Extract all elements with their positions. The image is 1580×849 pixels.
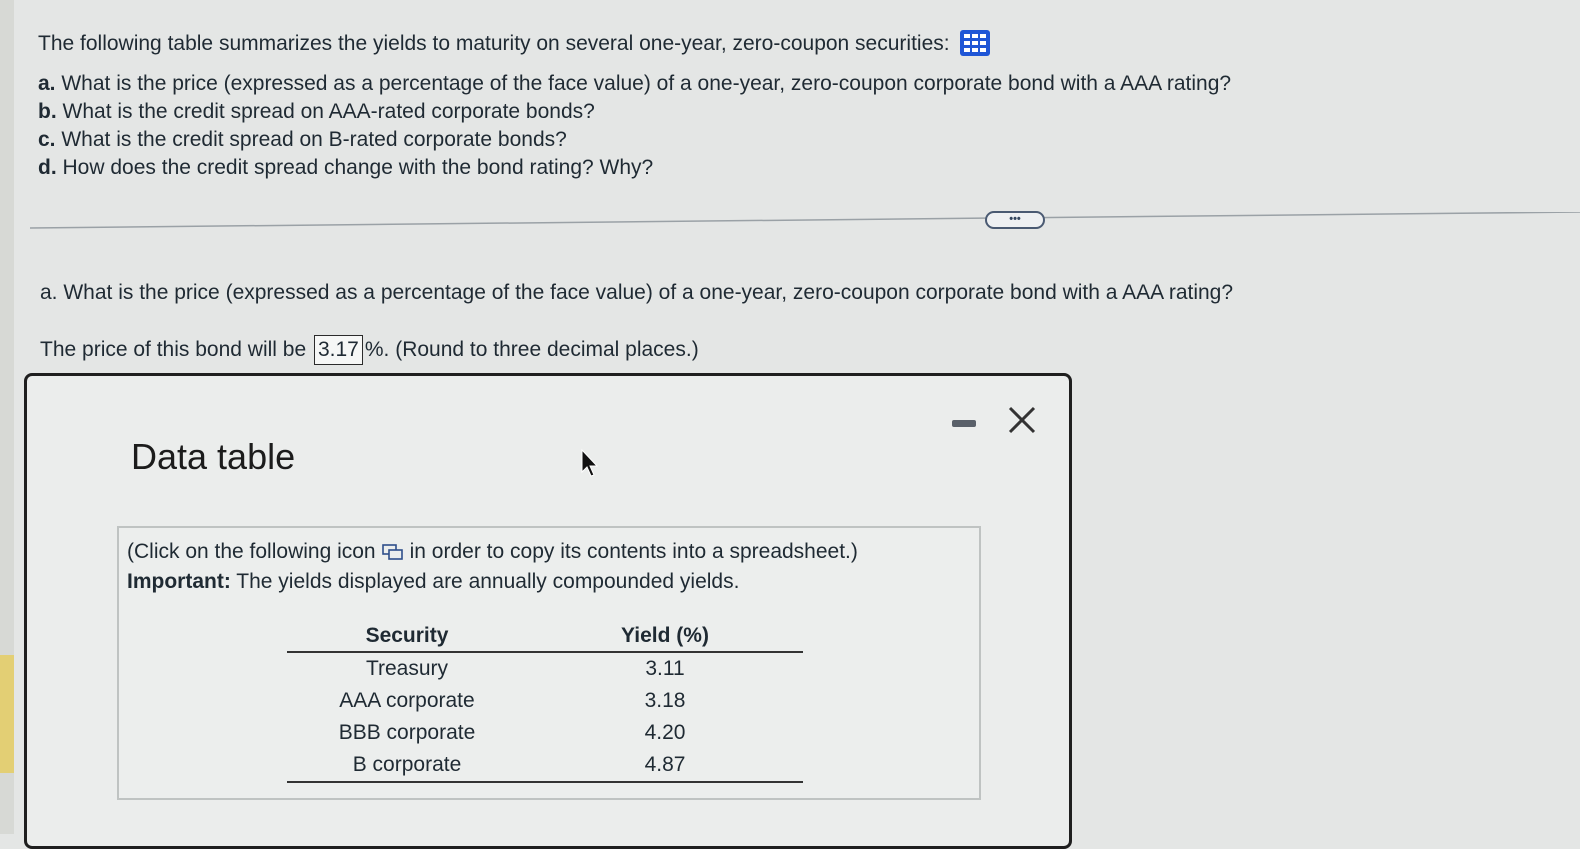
question-a: a. What is the price (expressed as a percentage of the face value) of a one-year, zero-coupon corporate bond with a AAA rating? (38, 72, 1232, 95)
question-b: b. What is the credit spread on AAA-rated corporate bonds? (38, 100, 595, 123)
security-cell: B corporate (287, 749, 527, 782)
question-list (38, 70, 1231, 182)
yield-cell: 3.18 (644, 689, 686, 712)
minimize-icon[interactable] (952, 420, 976, 427)
left-accent-bar (0, 655, 14, 773)
close-icon[interactable] (1002, 400, 1042, 440)
answer-prefix: The price of this bond will be (40, 338, 307, 361)
intro-line (38, 30, 990, 57)
spreadsheet-grid-icon[interactable] (960, 30, 990, 56)
copy-instruction: (Click on the following icon in order to copy its contents into a spreadsheet.) (127, 540, 858, 563)
header-yield: Yield (%) (527, 620, 803, 652)
data-table-panel (117, 526, 981, 800)
dialog-title: Data table (131, 436, 296, 477)
expand-button[interactable]: ••• (985, 211, 1045, 229)
yield-cell: 4.20 (644, 721, 686, 744)
yield-cell: 4.87 (527, 749, 803, 782)
security-cell: AAA corporate (339, 689, 475, 712)
table-row (287, 652, 803, 685)
table-row (287, 717, 803, 749)
security-cell: Treasury (365, 657, 449, 680)
section-divider (30, 212, 1580, 230)
mouse-cursor-icon (580, 448, 600, 478)
question-d: d. How does the credit spread change with the bond rating? Why? (38, 156, 654, 179)
yield-table (287, 620, 803, 783)
table-row (287, 685, 803, 717)
part-a-answer-line (40, 335, 699, 365)
answer-input[interactable]: 3.17 (314, 335, 363, 365)
security-cell: BBB corporate (338, 721, 476, 744)
header-security: Security (287, 620, 527, 652)
yield-cell: 3.11 (645, 657, 685, 680)
data-table-dialog (24, 373, 1072, 849)
intro-text: The following table summarizes the yields to maturity on several one-year, zero-coupon securities: (38, 32, 950, 55)
table-header-row (287, 620, 803, 652)
copy-to-spreadsheet-icon[interactable] (382, 544, 404, 560)
table-row (287, 749, 803, 782)
part-a-question: a. What is the price (expressed as a percentage of the face value) of a one-year, zero-coupon corporate bond with a AAA rating? (40, 281, 1234, 304)
question-c: c. What is the credit spread on B-rated corporate bonds? (38, 128, 567, 151)
important-note: Important: The yields displayed are annually compounded yields. (127, 570, 740, 593)
answer-suffix: %. (Round to three decimal places.) (364, 338, 699, 361)
